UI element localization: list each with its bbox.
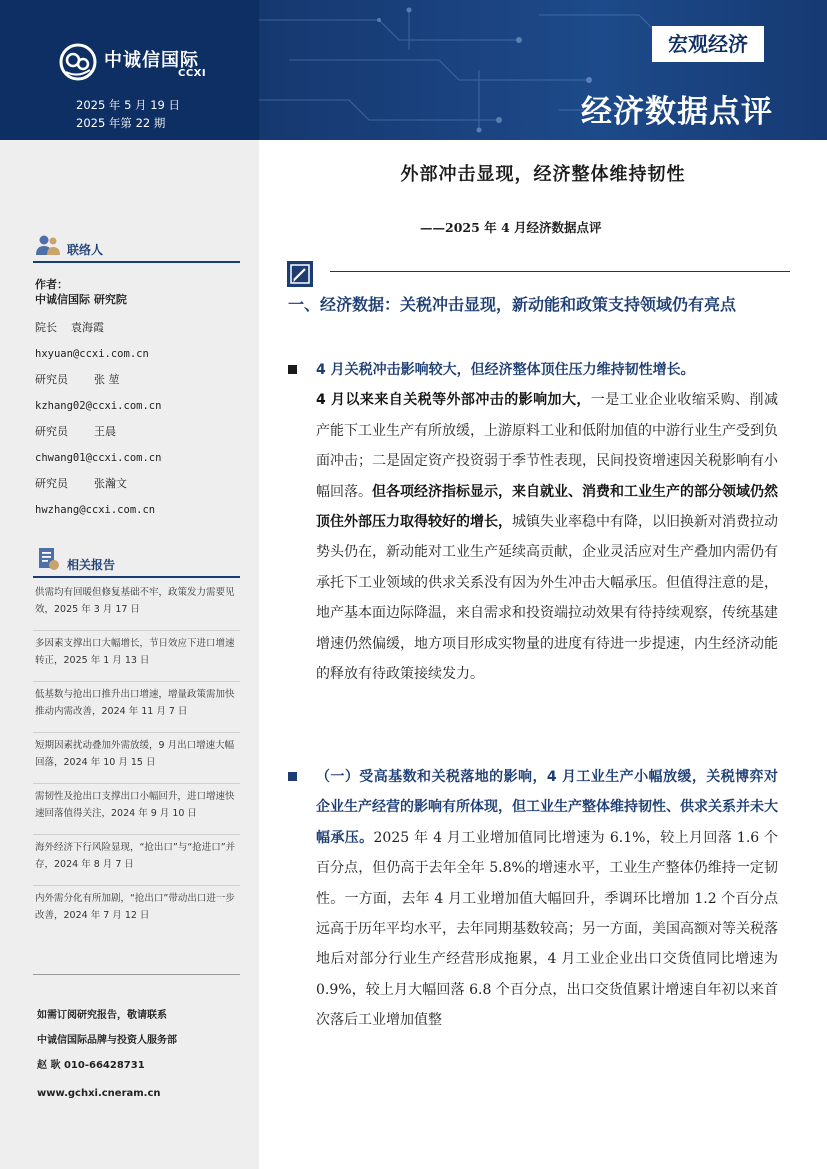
related-label: 相关报告 bbox=[67, 558, 116, 572]
author-name: 张 堃 bbox=[94, 373, 120, 386]
author-role: 研究员 bbox=[35, 425, 68, 438]
author-role: 研究员 bbox=[35, 477, 68, 490]
category-label: 宏观经济 bbox=[652, 26, 764, 62]
paragraph-overview bbox=[288, 355, 778, 689]
report-icon bbox=[35, 546, 61, 572]
related-rule bbox=[33, 576, 240, 578]
header-banner bbox=[259, 0, 827, 140]
author-entry bbox=[35, 367, 240, 393]
p1-lead-black: 4 月以来来自关税等外部冲击的影响加大， bbox=[316, 392, 591, 409]
ccxi-logo-mark-icon bbox=[58, 42, 98, 82]
contacts-rule bbox=[33, 261, 240, 263]
related-end-rule bbox=[33, 974, 240, 975]
related-report-item[interactable]: 需韧性及抢出口支撑出口小幅回升，进口增速快速回落值得关注，2024 年 9 月 10 日 bbox=[33, 784, 240, 835]
report-date: 2025 年 5 月 19 日 bbox=[76, 98, 180, 112]
author-email[interactable]: hxyuan@ccxi.com.cn bbox=[35, 347, 149, 360]
p2-lead: （一）受高基数和关税落地的影响，4 月工业生产小幅放缓，关税博弈对企业生产经营的影响有所体现，但工业生产整体维持韧性、供求关系并未大幅承压。 bbox=[316, 769, 778, 846]
org-name: 中诚信国际 bbox=[104, 50, 199, 71]
related-report-item[interactable]: 短期因素扰动叠加外需放缓，9 月出口增速大幅回落，2024 年 10 月 15 日 bbox=[33, 733, 240, 784]
related-report-item[interactable]: 内外需分化有所加剧，“抢出口”带动出口进一步改善，2024 年 7 月 12 日 bbox=[35, 893, 235, 921]
p1-lead: 4 月关税冲击影响较大，但经济整体顶住压力维持韧性增长。 bbox=[316, 362, 695, 378]
report-title: 外部冲击显现，经济整体维持韧性 bbox=[400, 164, 686, 185]
related-reports-list bbox=[33, 580, 240, 937]
contact-phone: 赵 耿 010-66428731 bbox=[37, 1060, 145, 1071]
p1-bold2: 但各项经济指标显示，来自就业、消费和工业生产的部分领域仍然顶住外部压力取得较好的增长， bbox=[316, 483, 778, 531]
author-entry bbox=[35, 419, 240, 445]
contact-website-link[interactable]: www.gchxi.cneram.cn bbox=[37, 1088, 161, 1099]
author-name: 袁海霞 bbox=[71, 321, 104, 334]
author-name: 张瀚文 bbox=[94, 477, 127, 490]
author-title: 作者： bbox=[35, 278, 68, 291]
contact-line-2: 中诚信国际品牌与投资人服务部 bbox=[37, 1035, 177, 1046]
header-left-panel bbox=[0, 0, 259, 140]
author-role: 研究员 bbox=[35, 373, 68, 386]
org-abbr: CCXI bbox=[178, 68, 207, 79]
author-email[interactable]: hwzhang@ccxi.com.cn bbox=[35, 503, 156, 516]
author-email[interactable]: chwang01@ccxi.com.cn bbox=[35, 451, 162, 464]
issue-number: 2025 年第 22 期 bbox=[76, 116, 166, 130]
report-series-title: 经济数据点评 bbox=[581, 94, 773, 130]
square-bullet-icon bbox=[288, 772, 297, 781]
ccxi-logo bbox=[58, 40, 218, 84]
contacts-label: 联络人 bbox=[67, 243, 104, 257]
author-role: 院长 bbox=[35, 321, 57, 334]
author-entry bbox=[35, 315, 240, 341]
author-name: 王晨 bbox=[94, 425, 116, 438]
related-report-item[interactable]: 多因素支撑出口大幅增长，节日效应下进口增速转正，2025 年 1 月 13 日 bbox=[33, 631, 240, 682]
p1-body1: 一是工业企业收缩采购、削减产能下工业生产有所放缓，上游原料工业和低附加值的中游行业生产受到负面冲击；二是固定资产投资弱于季节性表现，民间投资增速因关税影响有小幅回落。 bbox=[316, 392, 778, 500]
edit-document-icon bbox=[287, 261, 313, 287]
p2-body: 2025 年 4 月工业增加值同比增速为 6.1%，较上月回落 1.6 个百分点，但仍高于去年全年 5.8%的增速水平，工业生产整体仍维持一定韧性。一方面，去年 4 月工业增加值大幅回升，季调环比增加 1.2 个百分点远高于历年平均水平，去年同期基数较高；另一方面，美国高额对等关税落地后对部分行业生产经营形成拖累，4 月工业企业出口交货值同比增速为 0.9%，较上月大幅回落 6.8 个百分点，出口交货值累计增速自年初以来首次落后工业增加值整 bbox=[316, 829, 778, 1029]
paragraph-industrial bbox=[288, 762, 778, 1036]
contact-line-1: 如需订阅研究报告，敬请联系 bbox=[37, 1010, 167, 1021]
author-email[interactable]: kzhang02@ccxi.com.cn bbox=[35, 399, 162, 412]
related-section-header bbox=[33, 548, 240, 578]
related-report-item[interactable]: 低基数与抢出口推升出口增速，增量政策需加快推动内需改善，2024 年 11 月 7 日 bbox=[33, 682, 240, 733]
square-bullet-icon bbox=[288, 365, 297, 374]
subscription-contact bbox=[37, 1003, 237, 1106]
related-report-item[interactable]: 海外经济下行风险显现，“抢出口”与“抢进口”并存，2024 年 8 月 7 日 bbox=[33, 835, 240, 886]
contacts-section-header bbox=[33, 233, 240, 263]
section-rule bbox=[330, 271, 790, 272]
people-icon bbox=[35, 233, 61, 257]
section-heading: 一、经济数据：关税冲击显现，新动能和政策支持领域仍有亮点 bbox=[288, 295, 737, 314]
p1-body2: 城镇失业率稳中有降，以旧换新对消费拉动势头仍在，新动能对工业生产延续高贡献，企业灵活应对生产叠加内需仍有承托下工业领域的供求关系没有因为外生冲击大幅承压。但值得注意的是，地产基本面边际降温，来自需求和投资端拉动效果有待持续观察，传统基建增速仍然偏缓，地方项目形成实物量的进度有待进一步提速，内生经济动能的释放有待政策接续发力。 bbox=[316, 514, 778, 683]
author-block bbox=[35, 277, 240, 523]
related-report-item[interactable]: 供需均有回暖但修复基础不牢，政策发力需要见效，2025 年 3 月 17 日 bbox=[33, 580, 240, 631]
author-entry bbox=[35, 471, 240, 497]
institute-name: 中诚信国际 研究院 bbox=[35, 293, 127, 306]
report-subtitle: ——2025 年 4 月经济数据点评 bbox=[420, 220, 602, 235]
